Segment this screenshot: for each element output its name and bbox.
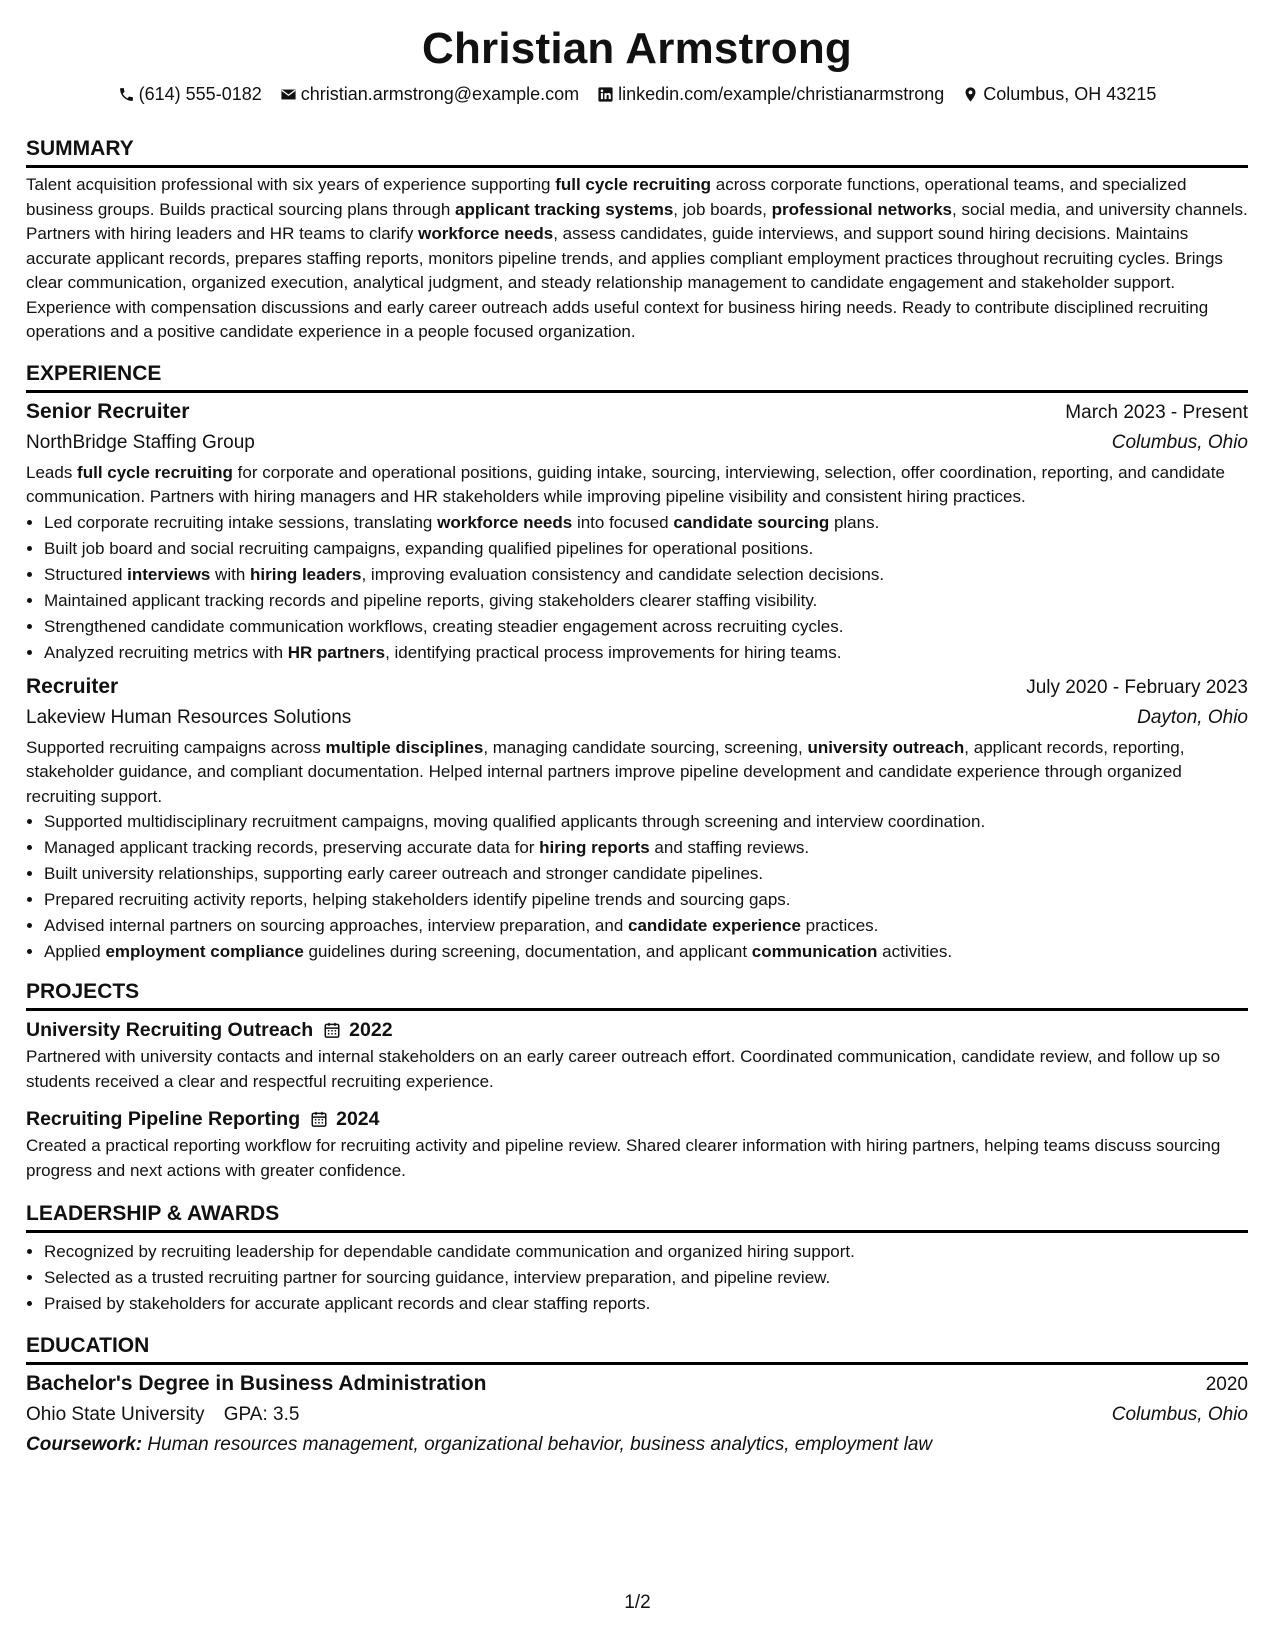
list-item: • Praised by stakeholders for accurate applicant records and clear staffing reports.	[44, 1291, 1248, 1317]
summary-text: Talent acquisition professional with six years of experience supporting full cycle recruiting across corporate functions, operational teams, and specialized business groups. Builds practical sourcing plans through applicant tracking systems, job boards, professional networks, social media, and university channels. Partners with hiring leaders and HR teams to clarify workforce needs, assess candidates, guide interviews, and support sound hiring decisions. Maintains accurate applicant records, prepares staffing reports, monitors pipeline trends, and applies compliant employment practices throughout recruiting cycles. Brings clear communication, organized execution, analytical judgment, and steady relationship management to candidate engagement and stakeholder support. Experience with compensation discussions and early career outreach adds useful context for business hiring needs. Ready to contribute disciplined recruiting operations and a positive candidate experience in a people focused organization.	[26, 175, 1248, 341]
coursework-label: Coursework:	[26, 1434, 143, 1455]
project-title: Recruiting Pipeline Reporting	[26, 1108, 301, 1130]
school-name: Ohio State University	[26, 1404, 205, 1425]
project-year: 2022	[349, 1019, 393, 1041]
list-item: • Analyzed recruiting metrics with HR partners, identifying practical process improvements for hiring teams.	[44, 640, 1248, 666]
project-description: Partnered with university contacts and internal stakeholders on an early career outreach effort. Coordinated communication, candidate review, and follow up so students received a clear and respectful recruiting experience.	[26, 1047, 1221, 1091]
phone-text: (614) 555-0182	[138, 84, 262, 104]
section-heading-projects: PROJECTS	[26, 979, 1248, 1011]
project-title: University Recruiting Outreach	[26, 1019, 314, 1041]
bold-keyword: multiple disciplines	[325, 737, 484, 757]
summary-section	[26, 136, 1248, 345]
calendar-icon	[323, 1021, 341, 1039]
bold-keyword: candidate experience	[628, 916, 801, 935]
bold-keyword: full cycle recruiting	[555, 175, 712, 194]
school-location: Columbus, Ohio	[1111, 1404, 1248, 1425]
contact-bar	[26, 82, 1248, 106]
bold-keyword: employment compliance	[105, 942, 304, 961]
bold-keyword: applicant tracking systems	[455, 199, 674, 219]
linkedin-text: linkedin.com/example/christianarmstrong	[618, 84, 945, 104]
bold-keyword: hiring reports	[539, 838, 650, 857]
resume-page	[26, 0, 1248, 1460]
job-entry	[26, 397, 1248, 666]
list-item: • Advised internal partners on sourcing approaches, interview preparation, and candidate experience practices.	[44, 913, 1248, 939]
job-bullets	[26, 510, 1248, 666]
job-entry	[26, 672, 1248, 966]
section-heading-education: EDUCATION	[26, 1333, 1248, 1365]
leadership-bullets	[26, 1239, 1248, 1317]
contact-phone	[118, 82, 262, 106]
leadership-section	[26, 1201, 1248, 1317]
bold-keyword: HR partners	[287, 642, 386, 662]
education-section	[26, 1333, 1248, 1460]
job-title: Recruiter	[26, 674, 119, 698]
job-bullets	[26, 809, 1248, 965]
job-location: Dayton, Ohio	[1137, 706, 1248, 728]
list-item: • Recognized by recruiting leadership for dependable candidate communication and organized hiring support.	[44, 1239, 1248, 1265]
projects-section	[26, 979, 1248, 1183]
calendar-icon	[310, 1110, 328, 1128]
job-company: Lakeview Human Resources Solutions	[26, 706, 352, 728]
list-item: • Applied employment compliance guidelines during screening, documentation, and applicant communication activities.	[44, 939, 1248, 965]
bold-keyword: workforce needs	[437, 512, 573, 532]
bold-keyword: hiring leaders	[250, 564, 362, 584]
list-item: • Supported multidisciplinary recruitment campaigns, moving qualified applicants through screening and interview coordination.	[44, 809, 1248, 835]
job-summary: Supported recruiting campaigns across multiple disciplines, managing candidate sourcing, screening, university outreach, applicant records, reporting, stakeholder guidance, and compliant documentation. Helped internal partners improve pipeline development and candidate experience through organized recruiting support.	[26, 737, 1185, 806]
section-heading-summary: SUMMARY	[26, 136, 1248, 168]
bold-keyword: university outreach	[807, 737, 965, 757]
project-year: 2024	[336, 1108, 380, 1130]
project-description: Created a practical reporting workflow for recruiting activity and pipeline review. Shared clearer information with hiring partners, helping teams discuss sourcing progress and next actions with greater confidence.	[26, 1136, 1221, 1180]
bold-keyword: interviews	[127, 564, 211, 584]
email-text: christian.armstrong@example.com	[300, 84, 580, 104]
section-heading-leadership: LEADERSHIP & AWARDS	[26, 1201, 1248, 1233]
contact-location	[962, 82, 1156, 106]
job-title: Senior Recruiter	[26, 399, 190, 423]
contact-email[interactable]	[280, 82, 579, 106]
map-pin-icon	[962, 86, 979, 103]
gpa: GPA: 3.5	[223, 1404, 300, 1425]
contact-linkedin[interactable]	[597, 82, 944, 106]
phone-icon	[118, 86, 135, 103]
job-company: NorthBridge Staffing Group	[26, 431, 255, 453]
bold-keyword: full cycle recruiting	[77, 462, 233, 482]
list-item: • Managed applicant tracking records, preserving accurate data for hiring reports and staffing reviews.	[44, 835, 1248, 861]
list-item: • Led corporate recruiting intake sessions, translating workforce needs into focused candidate sourcing plans.	[44, 510, 1248, 536]
project-entry	[26, 1104, 1248, 1183]
location-text: Columbus, OH 43215	[983, 84, 1157, 104]
job-dates: March 2023 - Present	[1065, 401, 1248, 423]
job-location: Columbus, Ohio	[1111, 431, 1248, 453]
degree-title: Bachelor's Degree in Business Administration	[26, 1372, 487, 1395]
job-dates: July 2020 - February 2023	[1026, 676, 1248, 698]
coursework	[26, 1430, 1248, 1460]
list-item: • Strengthened candidate communication workflows, creating steadier engagement across recruiting cycles.	[44, 614, 1248, 640]
experience-section	[26, 361, 1248, 966]
section-heading-experience: EXPERIENCE	[26, 361, 1248, 393]
graduation-year: 2020	[1205, 1374, 1248, 1395]
list-item: • Built job board and social recruiting campaigns, expanding qualified pipelines for operational positions.	[44, 536, 1248, 562]
list-item: • Maintained applicant tracking records and pipeline reports, giving stakeholders clearer staffing visibility.	[44, 588, 1248, 614]
list-item: • Selected as a trusted recruiting partner for sourcing guidance, interview preparation, and pipeline review.	[44, 1265, 1248, 1291]
list-item: • Structured interviews with hiring leaders, improving evaluation consistency and candidate selection decisions.	[44, 562, 1248, 588]
job-summary: Leads full cycle recruiting for corporate and operational positions, guiding intake, sourcing, interviewing, selection, offer coordination, reporting, and candidate communication. Partners with hiring managers and HR stakeholders while improving pipeline visibility and consistent hiring practices.	[26, 462, 1225, 506]
list-item: • Built university relationships, supporting early career outreach and stronger candidate pipelines.	[44, 861, 1248, 887]
envelope-icon	[280, 86, 297, 103]
linkedin-icon	[597, 86, 614, 103]
bold-keyword: professional networks	[771, 199, 953, 219]
bold-keyword: candidate sourcing	[673, 512, 830, 532]
page-number: 1/2	[624, 1592, 651, 1613]
bold-keyword: communication	[751, 942, 878, 961]
list-item: • Prepared recruiting activity reports, helping stakeholders identify pipeline trends and sourcing gaps.	[44, 887, 1248, 913]
coursework-list: Human resources management, organizational behavior, business analytics, employment law	[142, 1434, 933, 1455]
project-entry	[26, 1015, 1248, 1094]
bold-keyword: workforce needs	[418, 224, 554, 243]
candidate-name: Christian Armstrong	[422, 24, 852, 73]
